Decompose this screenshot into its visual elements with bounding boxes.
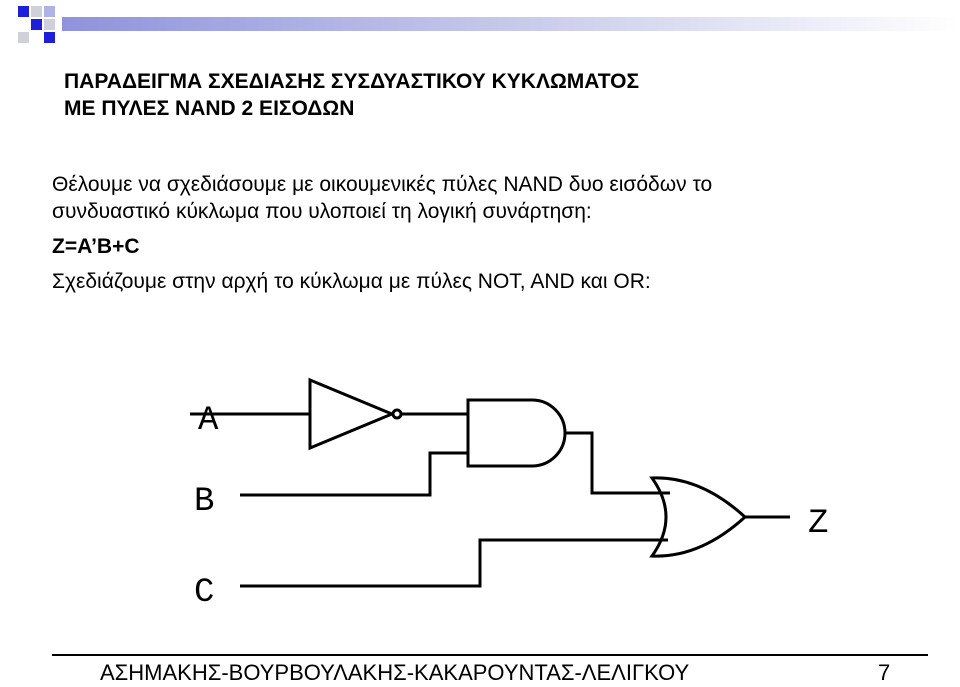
title-line-1: ΠΑΡΑΔΕΙΓΜΑ ΣΧΕΔΙΑΣΗΣ ΣΥΣΔΥΑΣΤΙΚΟΥ ΚΥΚΛΩΜΑΤΟΣ xyxy=(64,70,640,93)
description-line-2: συνδυαστικό κύκλωμα που υλοποιεί τη λογική συνάρτηση: xyxy=(52,200,592,223)
input-label-c: C xyxy=(194,574,215,612)
or-gate xyxy=(652,478,745,556)
decor-bar xyxy=(62,17,960,31)
output-label-z: Z xyxy=(808,505,829,543)
wire-c-to-or xyxy=(240,540,668,586)
decor-square xyxy=(44,32,55,43)
description-paragraph xyxy=(52,171,952,225)
slide-title xyxy=(64,68,924,122)
instruction-paragraph: Σχεδιάζουμε στην αρχή το κύκλωμα με πύλες NOT, AND και OR: xyxy=(52,270,651,293)
footer-authors: ΑΣΗΜΑΚΗΣ-ΒΟΥΡΒΟΥΛΑΚΗΣ-ΚΑΚΑΡΟΥΝΤΑΣ-ΛΕΛΙΓΚΟΥ xyxy=(100,660,690,685)
decor-square xyxy=(18,6,29,17)
title-line-2: ΜΕ ΠΥΛΕΣ NAND 2 ΕΙΣΟΔΩΝ xyxy=(64,97,355,120)
not-gate xyxy=(310,380,392,448)
input-label-a: A xyxy=(198,402,219,440)
description-line-1: Θέλουμε να σχεδιάσουμε με οικουμενικές πύλες NAND δυο εισόδων το xyxy=(52,173,713,196)
and-gate xyxy=(468,400,565,466)
decor-square xyxy=(44,19,55,30)
circuit-diagram xyxy=(180,360,840,620)
wire-b-to-and xyxy=(240,453,468,495)
decor-square xyxy=(31,19,42,30)
decor-square xyxy=(44,6,55,17)
decor-square xyxy=(31,6,42,17)
logic-formula: Z=A’B+C xyxy=(52,235,140,258)
footer-divider xyxy=(52,654,928,656)
page-number: 7 xyxy=(878,660,891,685)
input-label-b: B xyxy=(194,483,215,521)
not-gate-bubble xyxy=(393,410,401,418)
header-decoration xyxy=(0,0,960,60)
decor-square xyxy=(18,32,29,43)
